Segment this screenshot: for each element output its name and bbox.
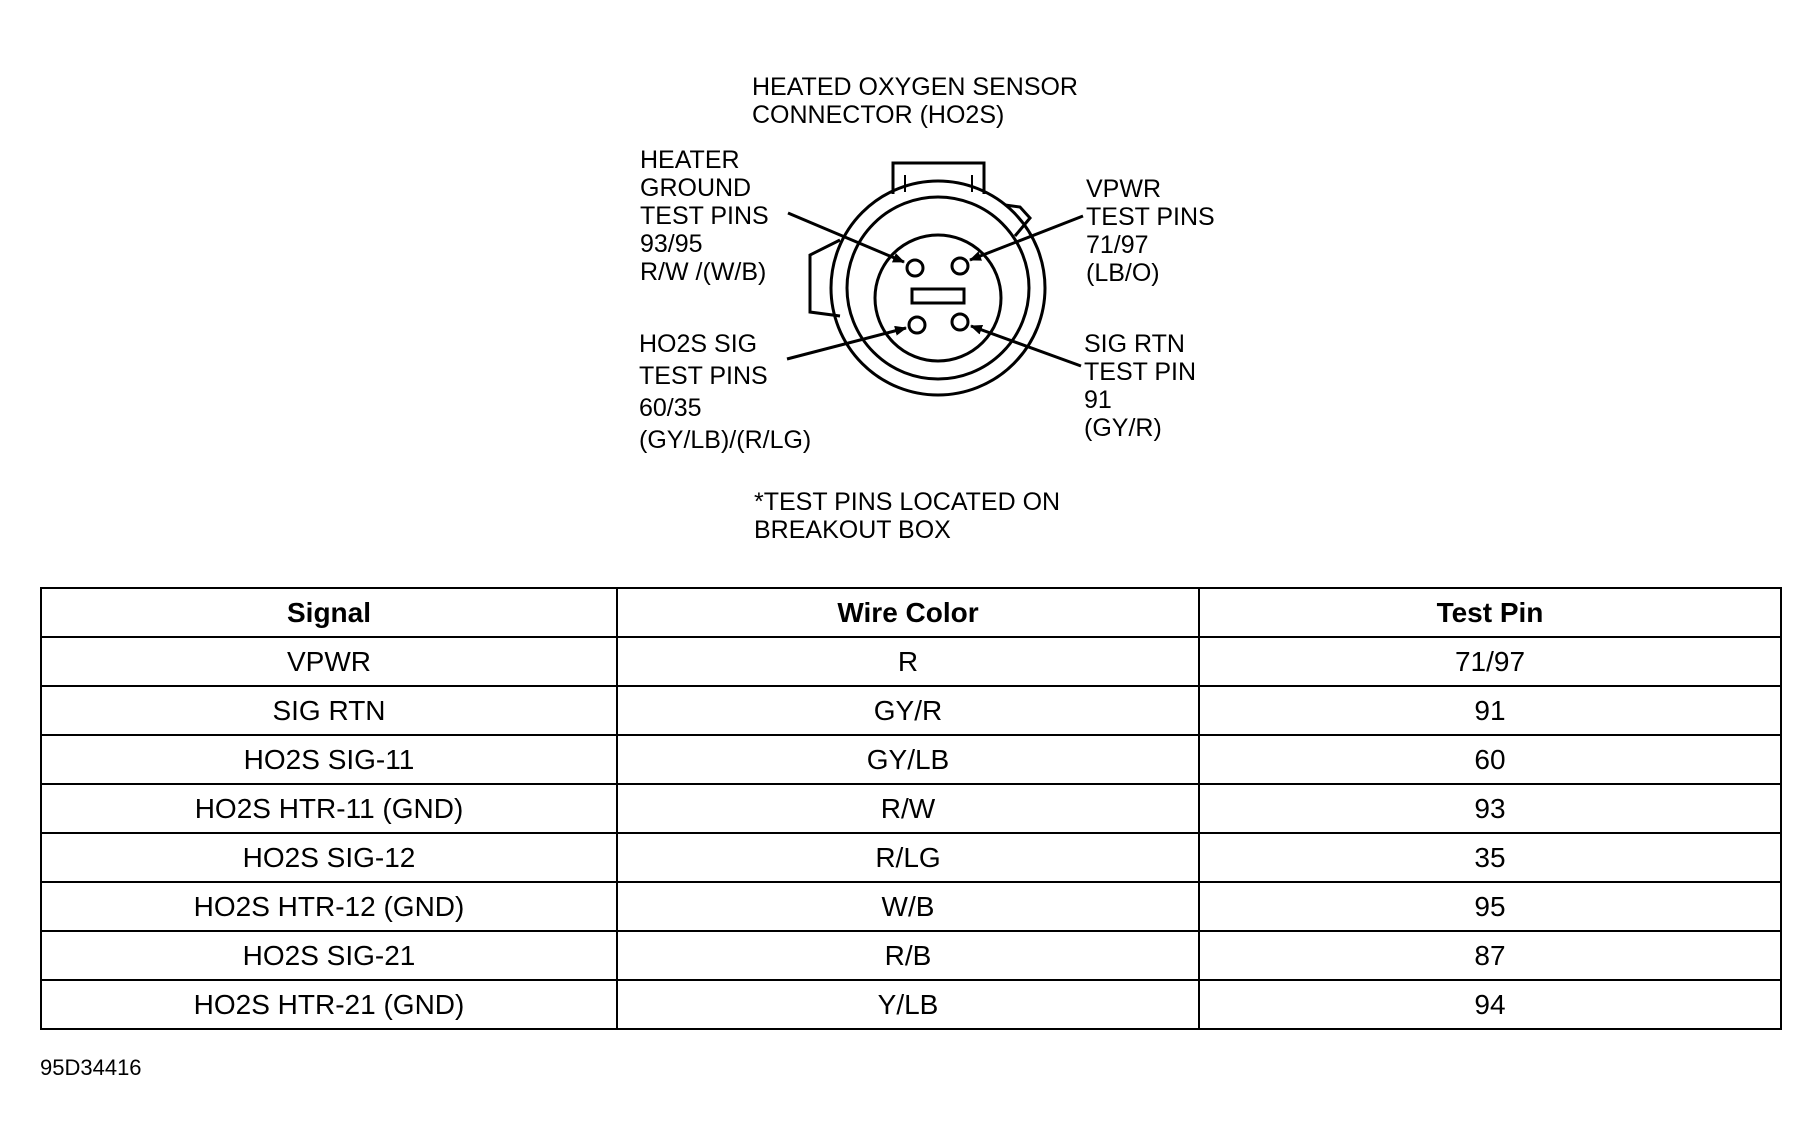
- header-signal: Signal: [41, 588, 617, 637]
- table-row: [41, 980, 1781, 1029]
- table-row: [41, 931, 1781, 980]
- wire-color-cell: R/W: [617, 784, 1199, 833]
- wire-color-cell: R/LG: [617, 833, 1199, 882]
- signal-cell: HO2S HTR-11 (GND): [41, 784, 617, 833]
- signal-cell: HO2S HTR-12 (GND): [41, 882, 617, 931]
- wire-color-cell: R/B: [617, 931, 1199, 980]
- center-key-bar: [912, 289, 964, 303]
- signal-cell: VPWR: [41, 637, 617, 686]
- sig-rtn-pin: [952, 314, 968, 330]
- signal-cell: HO2S SIG-11: [41, 735, 617, 784]
- header-test-pin: Test Pin: [1199, 588, 1781, 637]
- wire-color-cell: R: [617, 637, 1199, 686]
- table-row: [41, 784, 1781, 833]
- diagram-title: HEATED OXYGEN SENSOR CONNECTOR (HO2S): [752, 73, 1078, 129]
- signal-cell: SIG RTN: [41, 686, 617, 735]
- table-header-row: [41, 588, 1781, 637]
- test-pin-cell: 35: [1199, 833, 1781, 882]
- sig-rtn-callout: SIG RTN TEST PIN 91 (GY/R): [1084, 330, 1197, 442]
- test-pin-cell: 95: [1199, 882, 1781, 931]
- figure-id: 95D34416: [40, 1055, 142, 1080]
- table-row: [41, 686, 1781, 735]
- vpwr-callout: VPWR TEST PINS 71/97 (LB/O): [1086, 175, 1215, 287]
- table-row: [41, 637, 1781, 686]
- wire-color-cell: Y/LB: [617, 980, 1199, 1029]
- ho2s-sig-pin: [909, 317, 925, 333]
- heater-ground-callout: HEATER GROUND TEST PINS 93/95 R/W /(W/B): [640, 146, 769, 286]
- ho2s-sig-callout: HO2S SIG TEST PINS 60/35 (GY/LB)/(R/LG): [639, 330, 812, 454]
- table-row: [41, 735, 1781, 784]
- wire-color-cell: GY/LB: [617, 735, 1199, 784]
- table-row: [41, 833, 1781, 882]
- test-pin-cell: 93: [1199, 784, 1781, 833]
- test-pin-cell: 91: [1199, 686, 1781, 735]
- vpwr-pin: [952, 258, 968, 274]
- test-pin-cell: 94: [1199, 980, 1781, 1029]
- test-pin-cell: 60: [1199, 735, 1781, 784]
- breakout-box-note: *TEST PINS LOCATED ON BREAKOUT BOX: [754, 488, 1061, 544]
- header-wire-color: Wire Color: [617, 588, 1199, 637]
- signal-pin-table: [40, 587, 1782, 1030]
- signal-cell: HO2S SIG-12: [41, 833, 617, 882]
- sig-rtn-leader: [971, 326, 1081, 366]
- test-pin-cell: 71/97: [1199, 637, 1781, 686]
- table-row: [41, 882, 1781, 931]
- wire-color-cell: GY/R: [617, 686, 1199, 735]
- signal-cell: HO2S HTR-21 (GND): [41, 980, 617, 1029]
- wire-color-cell: W/B: [617, 882, 1199, 931]
- heater-ground-leader: [788, 213, 904, 262]
- heater-ground-pin: [907, 260, 923, 276]
- test-pin-cell: 87: [1199, 931, 1781, 980]
- signal-cell: HO2S SIG-21: [41, 931, 617, 980]
